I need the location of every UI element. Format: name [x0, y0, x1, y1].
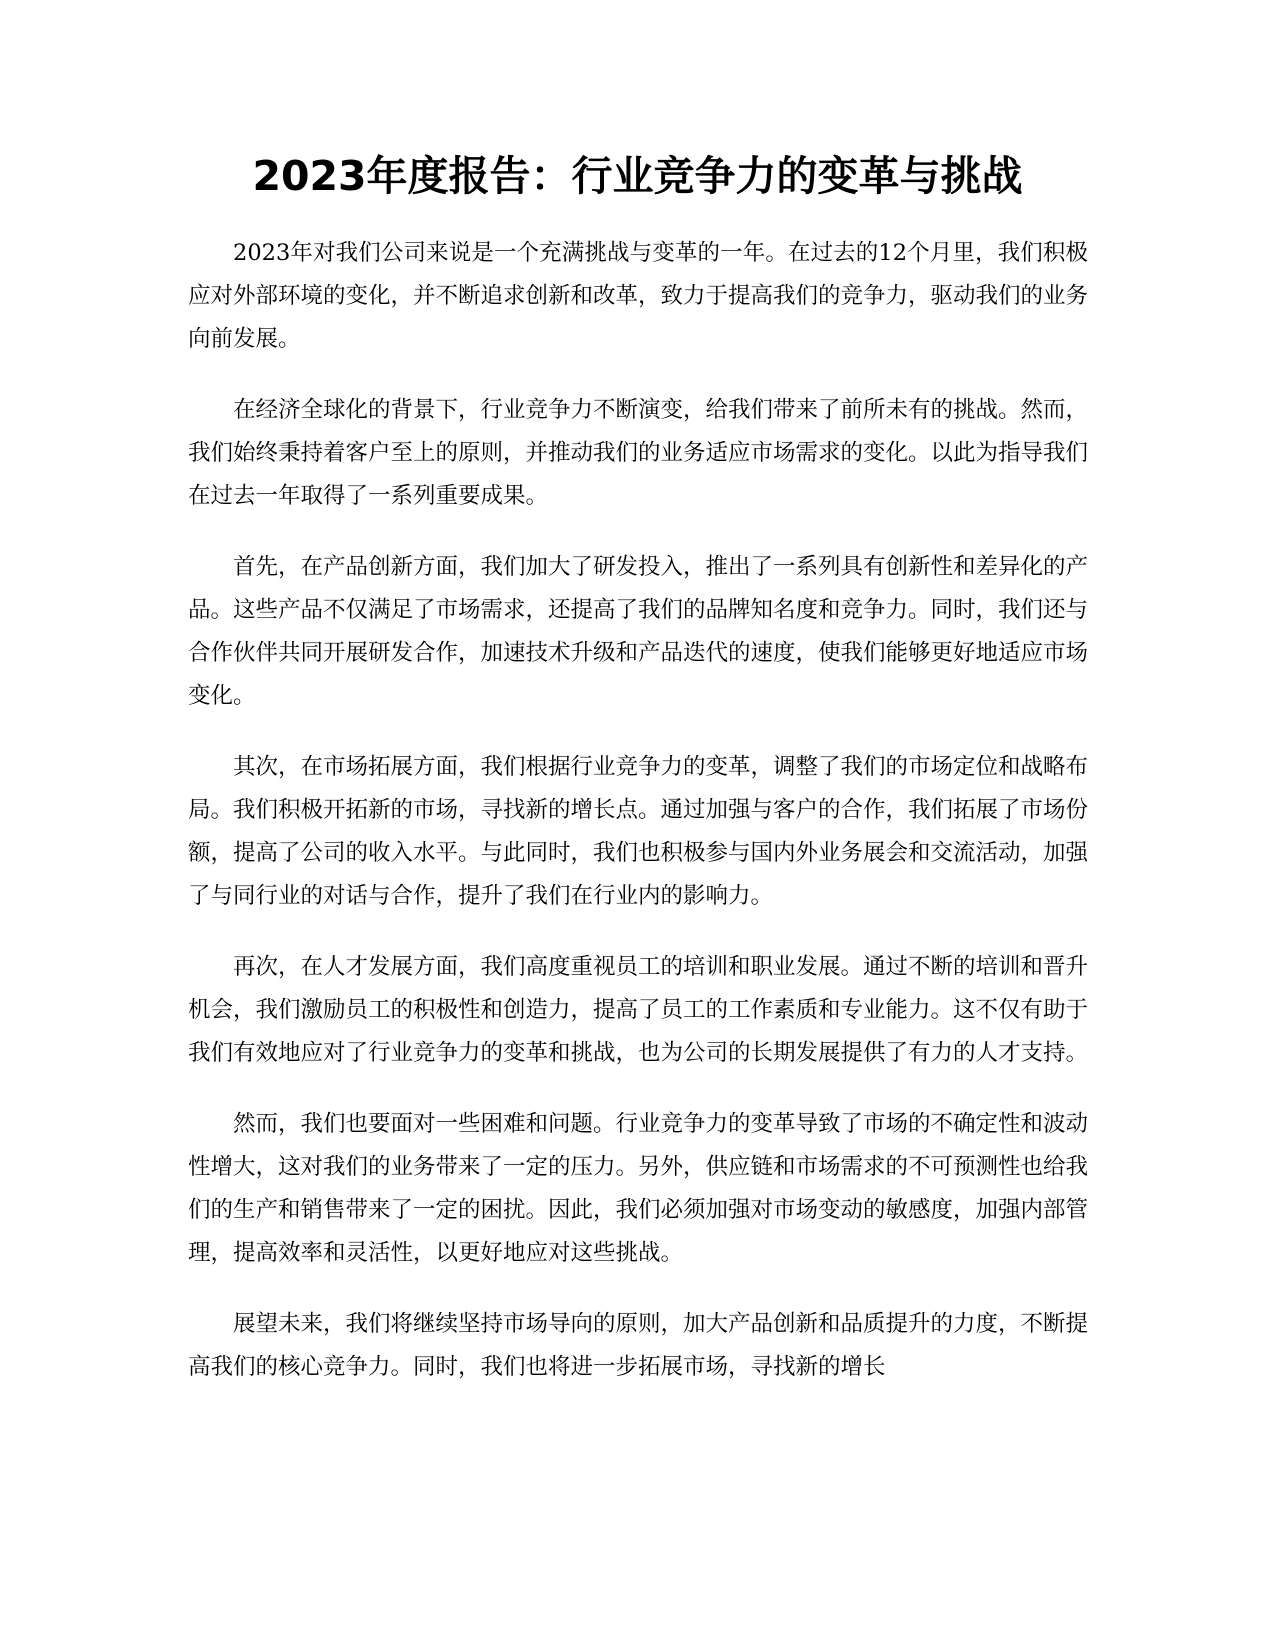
document-title: 2023年度报告：行业竞争力的变革与挑战: [252, 152, 1023, 200]
document-body: [188, 232, 1088, 1417]
paragraph-5: 再次，在人才发展方面，我们高度重视员工的培训和职业发展。通过不断的培训和晋升机会，我们激励员工的积极性和创造力，提高了员工的工作素质和专业能力。这不仅有助于我们有效地应对了行业竞争力的变革和挑战，也为公司的长期发展提供了有力的人才支持。: [188, 954, 1089, 1066]
paragraph-6: 然而，我们也要面对一些困难和问题。行业竞争力的变革导致了市场的不确定性和波动性增大，这对我们的业务带来了一定的压力。另外，供应链和市场需求的不可预测性也给我们的生产和销售带来了一定的困扰。因此，我们必须加强对市场变动的敏感度，加强内部管理，提高效率和灵活性，以更好地应对这些挑战。: [188, 1111, 1089, 1266]
paragraph-7: 展望未来，我们将继续坚持市场导向的原则，加大产品创新和品质提升的力度，不断提高我们的核心竞争力。同时，我们也将进一步拓展市场，寻找新的增长: [188, 1311, 1089, 1380]
paragraph-4: 其次，在市场拓展方面，我们根据行业竞争力的变革，调整了我们的市场定位和战略布局。我们积极开拓新的市场，寻找新的增长点。通过加强与客户的合作，我们拓展了市场份额，提高了公司的收入水平。与此同时，我们也积极参与国内外业务展会和交流活动，加强了与同行业的对话与合作，提升了我们在行业内的影响力。: [188, 754, 1089, 909]
paragraph-3: 首先，在产品创新方面，我们加大了研发投入，推出了一系列具有创新性和差异化的产品。这些产品不仅满足了市场需求，还提高了我们的品牌知名度和竞争力。同时，我们还与合作伙伴共同开展研发合作，加速技术升级和产品迭代的速度，使我们能够更好地适应市场变化。: [188, 554, 1089, 709]
paragraph-1: 2023年对我们公司来说是一个充满挑战与变革的一年。在过去的12个月里，我们积极应对外部环境的变化，并不断追求创新和改革，致力于提高我们的竞争力，驱动我们的业务向前发展。: [188, 240, 1089, 352]
paragraph-2: 在经济全球化的背景下，行业竞争力不断演变，给我们带来了前所未有的挑战。然而，我们始终秉持着客户至上的原则，并推动我们的业务适应市场需求的变化。以此为指导我们在过去一年取得了一系列重要成果。: [188, 397, 1089, 509]
